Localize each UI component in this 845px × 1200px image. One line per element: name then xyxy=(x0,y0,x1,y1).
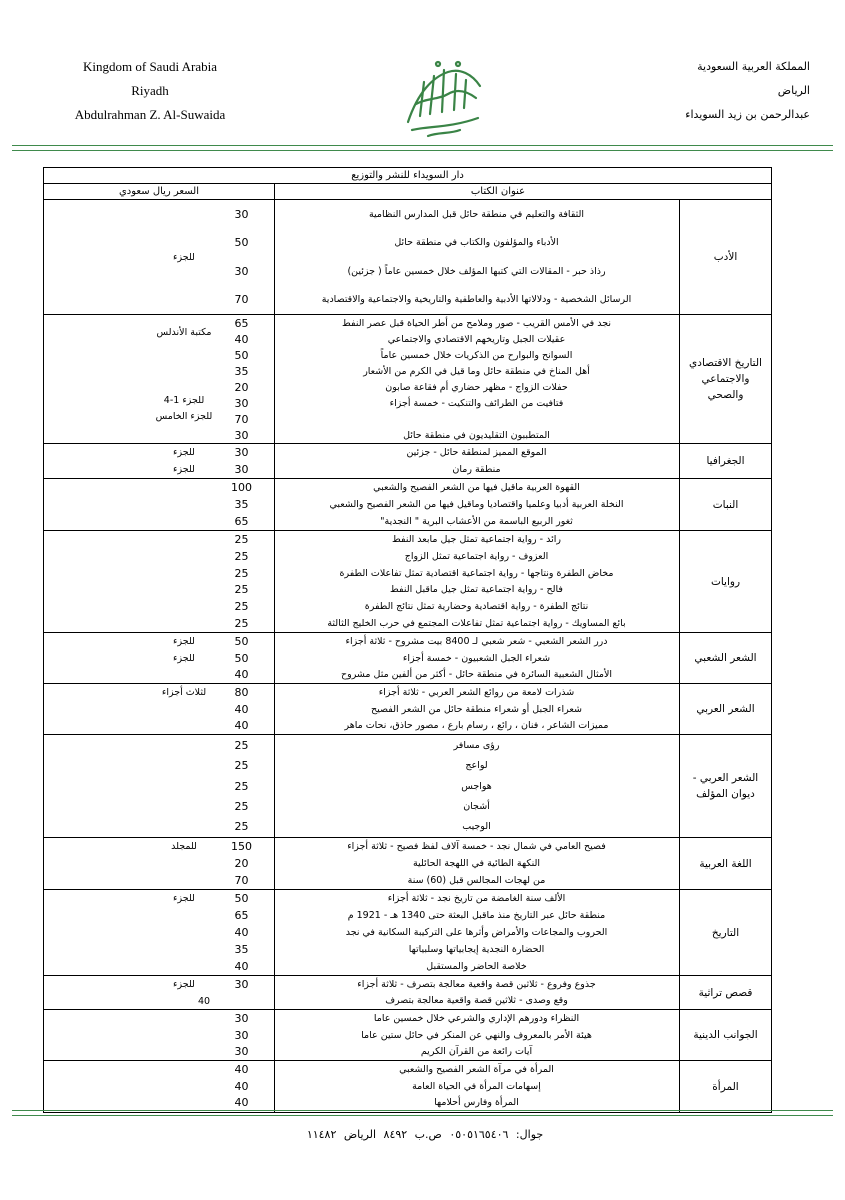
book-row xyxy=(44,907,679,924)
book-price: 65 xyxy=(234,316,249,330)
category-group xyxy=(44,444,771,479)
header-ar-line-1: المملكة العربية السعودية xyxy=(697,60,810,73)
book-title: وقع وصدى - ثلاثين قصة واقعية معالجة بتصرف xyxy=(385,995,568,1007)
book-title: أشجان xyxy=(463,800,490,812)
header-english xyxy=(40,55,260,127)
category-group xyxy=(44,890,771,976)
book-price: 30 xyxy=(234,428,249,442)
header-en-line-3: Abdulrahman Z. Al-Suwaida xyxy=(74,107,226,122)
category-group xyxy=(44,200,771,315)
book-row xyxy=(44,717,679,734)
price-note: مكتبة الأندلس xyxy=(156,327,212,338)
book-title: الرسائل الشخصية - ودلالاتها الأدبية والعاطفية والتاريخية والاجتماعية والاقتصادية xyxy=(321,294,632,306)
book-title: نتائج الطفرة - رواية اقتصادية وحضارية تمثل نتائج الطفرة xyxy=(364,601,589,613)
book-row xyxy=(44,513,679,530)
book-price: 50 xyxy=(234,892,249,905)
header-en-line-1: Kingdom of Saudi Arabia xyxy=(83,59,217,74)
book-title: خلاصة الحاضر والمستقبل xyxy=(426,961,527,972)
book-price: 25 xyxy=(234,600,249,614)
book-row xyxy=(44,1094,679,1111)
table-header-row xyxy=(44,184,771,200)
book-price: 40 xyxy=(234,332,249,346)
book-title: المرأة وفارس أحلامها xyxy=(434,1097,519,1109)
book-row xyxy=(44,818,679,835)
book-row xyxy=(44,1078,679,1095)
price-note: لثلاث أجزاء xyxy=(161,687,207,698)
book-price: 20 xyxy=(234,380,249,394)
category-group xyxy=(44,735,771,838)
book-title: نجد في الأمس القريب - صور وملامح من أطر الحياة قبل عصر النفط xyxy=(342,317,611,329)
book-title: درر الشعر الشعبي - شعر شعبي لـ 8400 بيت مشروح - ثلاثة أجزاء xyxy=(345,635,608,647)
book-title: أهل المناخ في منطقة حائل وما قيل في الكرم من الأشعار xyxy=(363,365,590,377)
book-price: 35 xyxy=(234,943,249,956)
book-title: المتطببون التقليديون في منطقة حائل xyxy=(403,429,550,441)
book-price: 30 xyxy=(234,446,249,459)
book-price: 25 xyxy=(234,617,249,631)
footer-contact: جوال: ٠٥٠٥١٦٥٤٠٦ ص.ب ٨٤٩٢ الرياض ١١٤٨٢ xyxy=(306,1128,544,1141)
book-row xyxy=(44,234,679,251)
book-row xyxy=(44,958,679,975)
basmala-emblem xyxy=(398,52,490,144)
book-title: الثقافة والتعليم في منطقة حائل قبل المدارس النظامية xyxy=(368,208,585,220)
book-price: 40 xyxy=(234,926,249,939)
category-group xyxy=(44,976,771,1010)
book-row xyxy=(44,778,679,795)
category-label: الشعر العربي xyxy=(696,703,755,715)
book-row xyxy=(44,206,679,223)
book-title: رؤى مسافر xyxy=(453,739,500,751)
price-note: للمجلد xyxy=(171,841,197,852)
category-label: التاريخ الاقتصادي والاجتماعي والصحي xyxy=(689,357,762,401)
category-group xyxy=(44,315,771,444)
book-price: 35 xyxy=(234,498,249,511)
book-price: 50 xyxy=(234,651,249,665)
category-label: الجغرافيا xyxy=(706,455,745,467)
category-label: النبات xyxy=(712,498,739,511)
category-group xyxy=(44,838,771,890)
book-price: 40 xyxy=(234,960,249,973)
book-title: ثغور الربيع الباسمة من الأعشاب البرية " النجدية" xyxy=(380,516,573,527)
price-note: للجزء xyxy=(173,653,195,664)
book-title: لواعج xyxy=(465,760,488,772)
book-row xyxy=(44,1027,679,1044)
book-title: من لهجات المجالس قبل (60) سنة xyxy=(407,875,546,886)
price-note: للجزء xyxy=(173,893,195,904)
book-title: منطقة رمان xyxy=(452,464,501,475)
book-title: فتافيت من الطرائف والتنكيت - خمسة أجزاء xyxy=(389,397,564,409)
book-title: حفلات الزواج - مظهر حضاري أم فقاعة صابون xyxy=(385,381,568,393)
category-label: الشعر الشعبي xyxy=(694,652,757,664)
book-title: شعراء الجبل أو شعراء منطقة حائل من الشعر الفصيح xyxy=(371,703,582,715)
table-title: دار السويداء للنشر والتوزيع xyxy=(44,168,771,184)
book-price: 30 xyxy=(234,1028,249,1042)
book-price: 40 xyxy=(234,1079,249,1093)
category-label: روايات xyxy=(710,575,741,588)
book-title: العزوف - رواية اجتماعية تمثل الزواج xyxy=(404,550,549,562)
category-label: الجوانب الدينية xyxy=(693,1029,758,1041)
book-title: هواجس xyxy=(461,780,492,792)
book-title: الموقع المميز لمنطقة حائل - جزئين xyxy=(406,447,547,458)
price-note: 40 xyxy=(197,996,211,1007)
book-price: 25 xyxy=(234,549,249,563)
book-price: 25 xyxy=(234,779,249,793)
book-row xyxy=(44,924,679,941)
book-price: 25 xyxy=(234,799,249,813)
book-title: القهوة العربية ماقيل فيها من الشعر الفصيح والشعبي xyxy=(373,482,580,493)
book-title: آيات رائعة من القرآن الكريم xyxy=(420,1046,533,1058)
price-note: للجزء xyxy=(173,979,195,990)
book-title: شذرات لامعة من روائع الشعر العربي - ثلاثة أجزاء xyxy=(378,686,575,698)
book-row xyxy=(44,666,679,683)
book-row xyxy=(44,581,679,598)
book-price: 65 xyxy=(234,909,249,922)
category-label: قصص تراثية xyxy=(698,986,753,999)
category-label: الأدب xyxy=(713,251,738,263)
book-title: فالح - رواية اجتماعية تمثل جيل ماقبل النفط xyxy=(390,584,563,596)
book-price: 25 xyxy=(234,820,249,834)
book-row xyxy=(44,757,679,774)
price-note: للجزء xyxy=(173,252,195,263)
book-title: النكهة الطائية في اللهجة الحائلية xyxy=(412,858,541,869)
category-group xyxy=(44,479,771,531)
category-group xyxy=(44,633,771,684)
book-price: 80 xyxy=(234,685,249,699)
category-group xyxy=(44,684,771,735)
book-row xyxy=(44,737,679,754)
book-price: 50 xyxy=(234,236,249,250)
book-price: 30 xyxy=(234,396,249,410)
book-price: 20 xyxy=(234,857,249,870)
book-price: 30 xyxy=(234,1045,249,1059)
book-price: 35 xyxy=(234,364,249,378)
book-title: شعراء الجبل الشعبيون - خمسة أجزاء xyxy=(402,652,551,664)
book-title: الوجيب xyxy=(462,821,491,833)
header-en-line-2: Riyadh xyxy=(131,83,169,98)
header-rule xyxy=(12,145,833,146)
book-title: السوانح والبوارح من الذكريات خلال خمسين عاماً xyxy=(380,349,573,361)
book-price: 30 xyxy=(234,207,249,221)
book-title: عقيلات الجبل وتاريخهم الاقتصادي والاجتماعي xyxy=(387,333,566,345)
book-price: 40 xyxy=(234,1062,249,1076)
book-row xyxy=(44,941,679,958)
price-note: للجزء الخامس xyxy=(155,411,213,422)
price-note: للجزء 1-4 xyxy=(163,395,205,406)
book-title: الحضارة النجدية إيجابياتها وسلبياتها xyxy=(408,944,545,955)
book-title: جذوع وفروع - ثلاثين قصة واقعية معالجة بتصرف - ثلاثة أجزاء xyxy=(357,978,596,990)
book-title: رائد - رواية اجتماعية تمثل جيل مابعد النفط xyxy=(392,533,561,545)
category-label: المرأة xyxy=(712,1080,739,1093)
book-row xyxy=(44,1061,679,1078)
book-row xyxy=(44,855,679,872)
book-price: 70 xyxy=(234,874,249,887)
book-row xyxy=(44,615,679,632)
book-price: 30 xyxy=(234,264,249,278)
book-price: 70 xyxy=(234,412,249,426)
book-row xyxy=(44,872,679,889)
book-price: 25 xyxy=(234,566,249,580)
books-table xyxy=(43,167,772,1113)
category-label: الشعر العربي - ديوان المؤلف xyxy=(692,772,759,800)
book-title: مخاض الطفرة ونتاجها - رواية اجتماعية اقتصادية تمثل تفاعلات الطفرة xyxy=(339,567,614,579)
book-price: 40 xyxy=(234,702,249,716)
book-row xyxy=(44,347,679,364)
book-title: هيئة الأمر بالمعروف والنهي عن المنكر في حائل ستين عاما xyxy=(361,1029,592,1041)
book-price: 30 xyxy=(234,463,249,476)
book-row xyxy=(44,565,679,582)
book-price: 30 xyxy=(234,1011,249,1025)
book-price: 65 xyxy=(234,515,249,528)
book-row xyxy=(44,479,679,496)
book-row xyxy=(44,363,679,380)
book-price: 50 xyxy=(234,348,249,362)
book-price: 100 xyxy=(231,481,252,494)
book-price: 25 xyxy=(234,583,249,597)
book-title: النخلة العربية أدبيا وعلميا واقتصاديا وماقيل فيها من الشعر الفصيح والشعبي xyxy=(329,499,624,510)
book-price: 25 xyxy=(234,759,249,773)
book-row xyxy=(44,531,679,548)
category-group xyxy=(44,531,771,633)
header-ar-line-2: الرياض xyxy=(777,84,810,97)
book-row xyxy=(44,598,679,615)
book-title: بائع المساويك - رواية اجتماعية تمثل تفاعلات المجتمع في حرب الخليج الثالثة xyxy=(327,618,626,630)
category-group xyxy=(44,1061,771,1112)
book-title: إسهامات المرأة في الحياة العامة xyxy=(412,1080,541,1092)
price-note: للجزء xyxy=(173,464,195,475)
book-row xyxy=(44,1010,679,1027)
category-label: التاريخ xyxy=(711,926,740,939)
book-title: النظراء ودورهم الإداري والشرعي خلال خمسين عاما xyxy=(373,1012,580,1024)
book-price: 25 xyxy=(234,532,249,546)
col-title-header: عنوان الكتاب xyxy=(470,186,526,197)
book-price: 70 xyxy=(234,293,249,307)
book-price: 50 xyxy=(234,634,249,648)
table-body xyxy=(44,200,771,1112)
book-row xyxy=(44,548,679,565)
footer-rule-thin xyxy=(12,1115,833,1116)
book-title: فصيح العامي في شمال نجد - خمسة آلاف لفظ فصيح - ثلاثة أجزاء xyxy=(347,841,606,852)
header-rule-thin xyxy=(12,150,833,151)
book-title: الأمثال الشعبية السائرة في منطقة حائل - أكثر من ألفين مثل مشروح xyxy=(340,669,613,681)
book-price: 40 xyxy=(234,1096,249,1110)
book-title: الأدباء والمؤلفون والكتاب في منطقة حائل xyxy=(394,237,559,249)
price-note: للجزء xyxy=(173,447,195,458)
header-ar-line-3: عبدالرحمن بن زيد السويداء xyxy=(685,108,810,121)
book-price: 40 xyxy=(234,668,249,682)
book-row xyxy=(44,427,679,444)
book-row xyxy=(44,496,679,513)
book-title: منطقة حائل عبر التاريخ منذ ماقبل البعثة حتى 1340 هـ - 1921 م xyxy=(347,910,606,921)
book-title: الحروب والمجاعات والأمراض وأثرها على التركيبة السكانية في نجد xyxy=(345,927,608,938)
book-row xyxy=(44,798,679,815)
header-arabic xyxy=(610,55,810,127)
price-note: للجزء xyxy=(173,636,195,647)
book-title: مميزات الشاعر ، فنان ، رائع ، رسام بارع ، مصور حاذق، نحات ماهر xyxy=(344,720,609,732)
book-title: رذاذ حبر - المقالات التي كتبها المؤلف خلال خمسين عاماً ( جزئين) xyxy=(347,265,606,277)
col-price-header: السعر ريال سعودي xyxy=(118,186,200,197)
book-price: 25 xyxy=(234,738,249,752)
book-title: الألف سنة الغامضة من تاريخ نجد - ثلاثة أجزاء xyxy=(387,893,566,904)
book-row xyxy=(44,1043,679,1060)
book-price: 40 xyxy=(234,719,249,733)
book-row xyxy=(44,291,679,308)
book-title: المرأة في مرآة الشعر الفصيح والشعبي xyxy=(399,1063,554,1075)
category-group xyxy=(44,1010,771,1061)
category-label: اللغة العربية xyxy=(699,857,752,870)
book-price: 150 xyxy=(231,840,252,853)
book-price: 30 xyxy=(234,977,249,991)
footer-rule xyxy=(12,1110,833,1111)
book-row xyxy=(44,701,679,718)
